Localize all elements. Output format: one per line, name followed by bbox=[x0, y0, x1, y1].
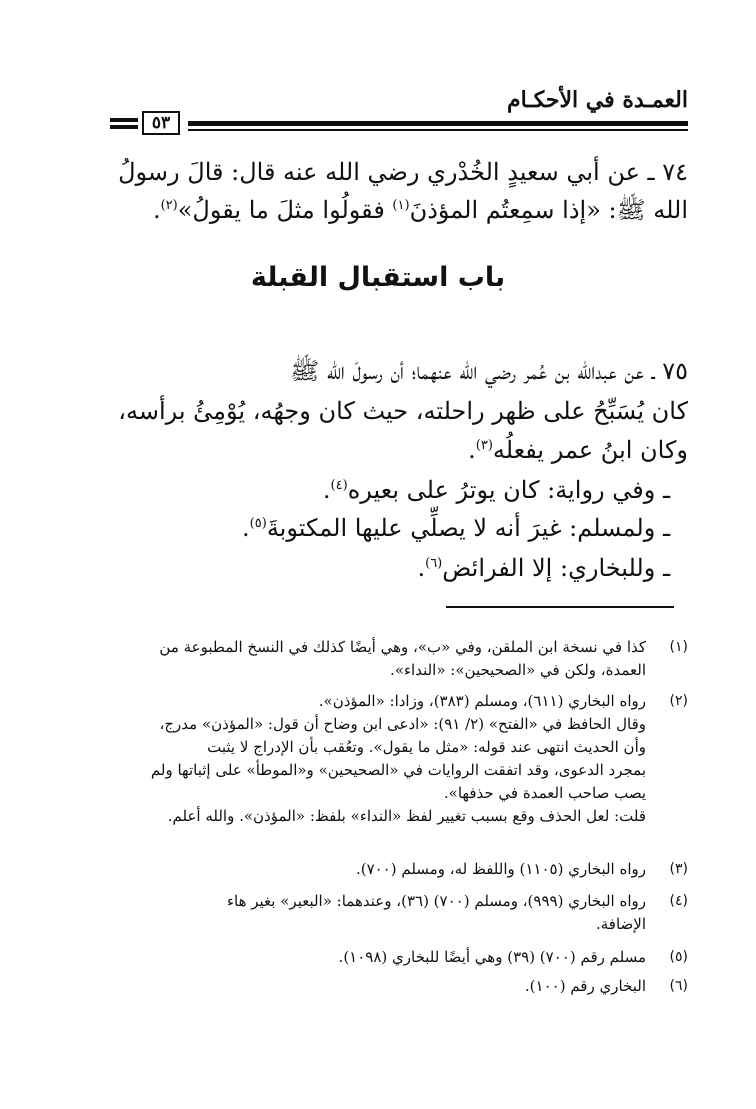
header-rule bbox=[188, 121, 688, 126]
hadith-text: ـ ولمسلم: غيرَ أنه لا يصلِّي عليها المكتوبةَ bbox=[266, 514, 670, 542]
footnote-line: البخاري رقم (١٠٠). bbox=[524, 977, 646, 995]
footnote-ref: (٣) bbox=[475, 438, 493, 453]
hadith-text: الله ﷺ: «إذا سمِعتُم المؤذنَ bbox=[409, 196, 688, 224]
header-rule-thin bbox=[188, 129, 688, 131]
hadith-75-line-2: كان يُسَبِّحُ على ظهر راحلته، حيث كان وجهُه، يُوْمِئُ برأسه، bbox=[118, 397, 688, 425]
footnote-ref: (١) bbox=[392, 198, 410, 213]
hadith-75-line-3 bbox=[108, 432, 688, 468]
footnote-line: قلت: لعل الحذف وقع بسبب تغيير لفظ «النداء» بلفظ: «المؤذن». والله أعلم. bbox=[167, 807, 646, 825]
hadith-text: فقولُوا مثلَ ما يقولُ» bbox=[177, 196, 393, 224]
footnote-line: كذا في نسخة ابن الملقن، وفي «ب»، وهي أيضًا كذلك في النسخ المطبوعة من bbox=[159, 638, 646, 656]
hadith-text: . bbox=[468, 436, 476, 464]
running-header-title: العمـدة في الأحكـام bbox=[506, 87, 688, 113]
footnote-4 bbox=[108, 890, 688, 936]
footnote-line: وأن الحديث انتهى عند قوله: «مثل ما يقول». وتعُقب بأن الإدراج لا يثبت bbox=[207, 738, 646, 756]
footnote-line: يصب صاحب العمدة في حذفها». bbox=[443, 784, 646, 802]
hadith-75-line-6 bbox=[108, 550, 670, 586]
footnote-number: (٦) bbox=[669, 978, 688, 994]
footnote-line: رواه البخاري (١١٠٥) واللفظ له، ومسلم (٧٠٠). bbox=[355, 860, 646, 878]
footnote-line: بمجرد الدعوى، وقد اتفقت الروايات في «الصحيحين» و«الموطأ» على إثباتها ولم bbox=[150, 761, 646, 779]
header-ornament-bar bbox=[110, 118, 138, 122]
hadith-74-line-2 bbox=[108, 192, 688, 228]
hadith-75-line-4 bbox=[108, 472, 670, 508]
footnote-number: (٣) bbox=[669, 861, 688, 877]
hadith-text: ـ وفي رواية: كان يوترُ على بعيره bbox=[347, 476, 670, 504]
footnote-2 bbox=[108, 690, 688, 828]
chapter-heading: باب استقبال القبلة bbox=[250, 262, 506, 293]
footnote-number: (١) bbox=[669, 639, 688, 655]
hadith-75-line-5 bbox=[108, 510, 670, 546]
footnote-line: وقال الحافظ في «الفتح» (٢/ ٩١): «ادعى ابن وضاح أن قول: «المؤذن» مدرج، bbox=[159, 715, 646, 733]
footnote-5 bbox=[108, 946, 688, 969]
hadith-75-line-1: ٧٥ ـ عن عبدالله بن عُمر رضي الله عنهما؛ أن رسولَ الله ﷺ bbox=[290, 357, 688, 385]
hadith-text: . bbox=[417, 554, 426, 582]
page-number: ٥٣ bbox=[142, 111, 180, 135]
hadith-text: . bbox=[242, 514, 250, 542]
footnote-number: (٥) bbox=[669, 949, 688, 965]
header-ornament-bar bbox=[110, 125, 138, 129]
footnote-ref: (٥) bbox=[249, 516, 267, 531]
hadith-74-line-1: ٧٤ ـ عن أبي سعيدٍ الخُدْري رضي الله عنه قال: قالَ رسولُ bbox=[118, 158, 688, 186]
hadith-text: . bbox=[152, 196, 161, 224]
footnote-line: الإضافة. bbox=[595, 915, 646, 933]
footnote-line: العمدة، ولكن في «الصحيحين»: «النداء». bbox=[390, 661, 646, 679]
footnote-1 bbox=[108, 636, 688, 682]
footnote-number: (٤) bbox=[669, 893, 688, 909]
footnote-ref: (٤) bbox=[330, 478, 348, 493]
footnote-ref: (٢) bbox=[160, 198, 178, 213]
footnote-line: رواه البخاري (٩٩٩)، ومسلم (٧٠٠) (٣٦)، وعندهما: «البعير» بغير هاء bbox=[226, 892, 646, 910]
footnote-line: رواه البخاري (٦١١)، ومسلم (٣٨٣)، وزادا: «المؤذن». bbox=[318, 692, 646, 710]
hadith-text: ـ وللبخاري: إلا الفرائض bbox=[442, 554, 670, 582]
footnote-separator bbox=[446, 606, 674, 608]
hadith-text: . bbox=[322, 476, 331, 504]
footnote-3 bbox=[108, 858, 688, 881]
footnote-number: (٢) bbox=[669, 693, 688, 709]
footnote-line: مسلم رقم (٧٠٠) (٣٩) وهي أيضًا للبخاري (١٠٩٨). bbox=[338, 948, 646, 966]
footnote-ref: (٦) bbox=[425, 556, 443, 571]
hadith-text: وكان ابنُ عمر يفعلُه bbox=[492, 436, 688, 464]
footnote-6 bbox=[108, 975, 688, 998]
